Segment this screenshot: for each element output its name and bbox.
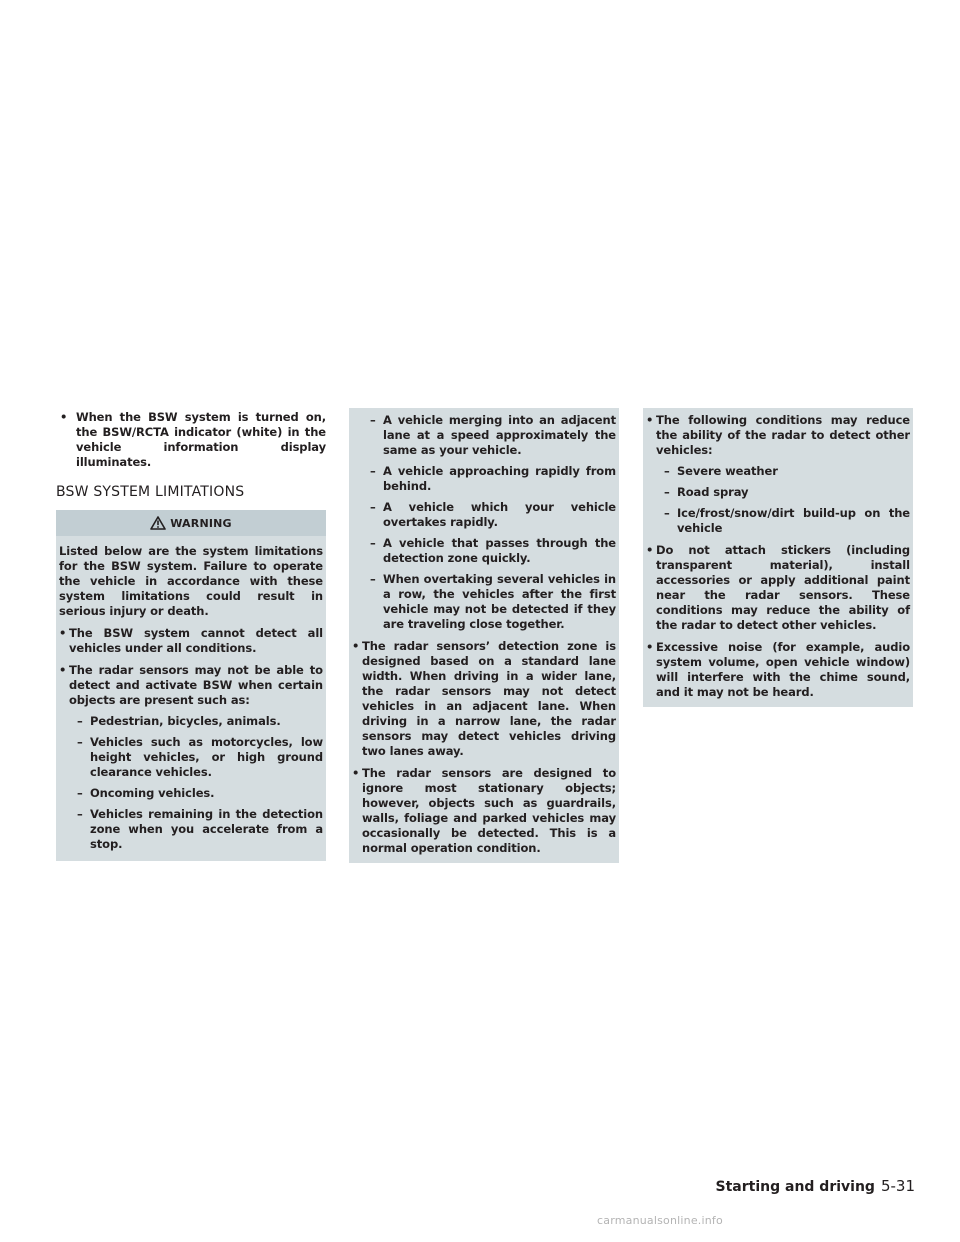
warning-header: [56, 510, 326, 536]
section-title: BSW SYSTEM LIMITATIONS: [56, 484, 245, 500]
warning-sub-item: – When overtaking several vehicles in a row, the vehicles after the first vehicle may not be detected if they are traveling close together.: [370, 572, 616, 631]
warning-sub-item: – Ice/frost/snow/dirt build-up on the vehicle: [664, 506, 910, 535]
bullet-mark: •: [60, 410, 68, 424]
warning-box-continued: [349, 408, 619, 863]
watermark-text: carmanualsonline.info: [597, 1214, 723, 1227]
warning-bullet: • The BSW system cannot detect all vehicles under all conditions.: [59, 626, 323, 655]
warning-intro: Listed below are the system limitations for the BSW system. Failure to operate the vehicle in accordance with these system limitations could result in serious injury or death.: [59, 544, 323, 618]
column-middle: [349, 408, 619, 863]
warning-bullet: • Excessive noise (for example, audio system volume, open vehicle window) will interfere with the chime sound, and it may not be heard.: [646, 640, 910, 699]
warning-bullet: • The radar sensors are designed to ignore most stationary objects; however, objects such as guardrails, walls, foliage and parked vehicles may occasionally be detected. This is a normal operation condition.: [352, 766, 616, 855]
warning-body: [56, 536, 326, 854]
warning-sub-item: – A vehicle which your vehicle overtakes rapidly.: [370, 500, 616, 529]
warning-sub-item: – Oncoming vehicles.: [77, 786, 215, 800]
warning-sub-item: – A vehicle approaching rapidly from behind.: [370, 464, 616, 493]
warning-sub-item: – Road spray: [664, 485, 749, 499]
intro-bullet: [56, 410, 326, 470]
warning-sub-item: – Severe weather: [664, 464, 778, 478]
warning-triangle-icon: [150, 516, 166, 530]
warning-bullet: • The following conditions may reduce the ability of the radar to detect other vehicles:: [646, 413, 910, 457]
column-right: [643, 408, 913, 707]
warning-sub-item: – Vehicles such as motorcycles, low height vehicles, or high ground clearance vehicles.: [77, 735, 323, 779]
warning-sub-item: – Vehicles remaining in the detection zone when you accelerate from a stop.: [77, 807, 323, 851]
warning-box: [56, 510, 326, 861]
warning-bullet: • The radar sensors’ detection zone is designed based on a standard lane width. When driving in a wider lane, the radar sensors may not detect vehicles in an adjacent lane. When driving in a narrow lane, the radar sensors may detect vehicles driving two lanes away.: [352, 639, 616, 758]
warning-sub-item: – A vehicle that passes through the detection zone quickly.: [370, 536, 616, 565]
warning-label: WARNING: [170, 516, 232, 530]
warning-box-continued: [643, 408, 913, 707]
footer-section-title: Starting and driving: [715, 1179, 875, 1195]
warning-bullet: • The radar sensors may not be able to detect and activate BSW when certain objects are present such as:: [59, 663, 323, 707]
intro-bullet-text: When the BSW system is turned on, the BSW/RCTA indicator (white) in the vehicle information display illuminates.: [76, 410, 326, 469]
page-footer: [716, 1177, 915, 1195]
page-number: 5-31: [880, 1177, 915, 1195]
warning-bullet: • Do not attach stickers (including transparent material), install accessories or apply additional paint near the radar sensors. These conditions may reduce the ability of the radar to detect other vehicles.: [646, 543, 910, 632]
warning-sub-item: – Pedestrian, bicycles, animals.: [77, 714, 281, 728]
column-left: [56, 408, 326, 861]
warning-sub-item: – A vehicle merging into an adjacent lane at a speed approximately the same as your vehicle.: [370, 413, 616, 457]
